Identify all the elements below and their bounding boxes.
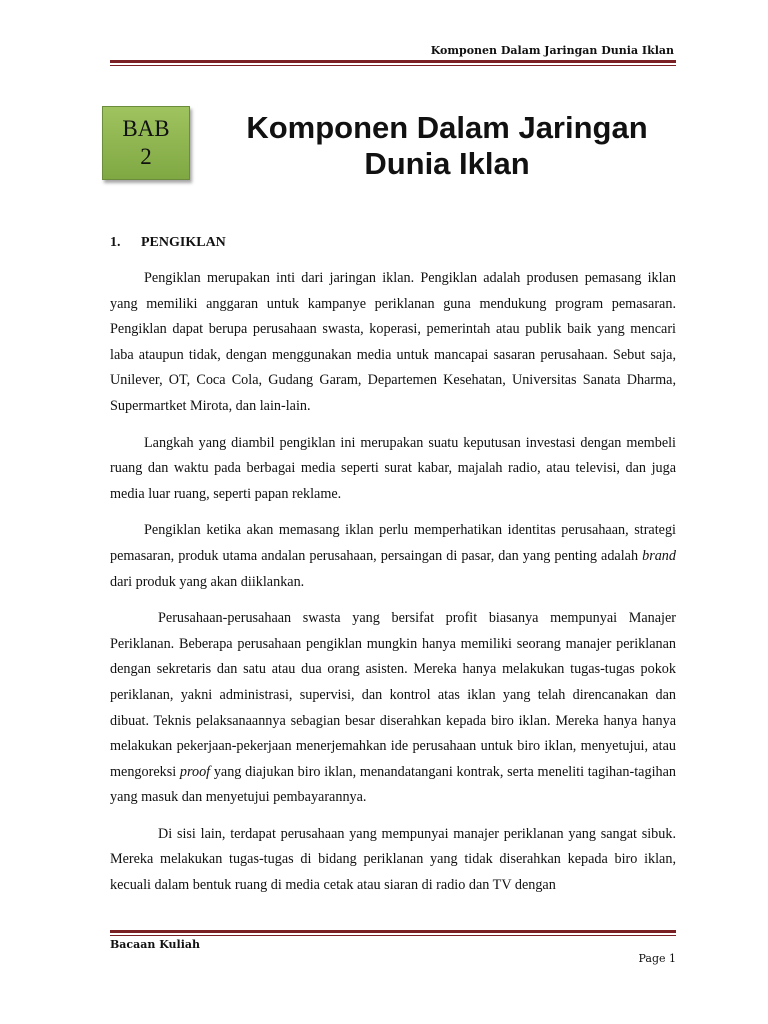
paragraph-text: yang diajukan biro iklan, menandatangani kontrak, serta meneliti tagihan-tagihan yang masuk dan menyetujui pembayarannya. [110, 763, 676, 806]
chapter-badge [102, 106, 190, 180]
paragraph-text: Di sisi lain, terdapat perusahaan yang mempunyai manajer periklanan yang sangat sibuk. Mereka melakukan tugas-tugas di bidang periklanan yang tidak diserahkan kepada biro iklan, kecuali dalam bentuk ruang di media cetak atau siaran di radio dan TV dengan [110, 825, 676, 894]
emphasis-text: brand [642, 547, 676, 564]
section-heading [110, 235, 226, 251]
chapter-title: Komponen Dalam Jaringan Dunia Iklan [246, 110, 648, 181]
paragraph-text: Pengiklan merupakan inti dari jaringan iklan. Pengiklan adalah produsen pemasang iklan yang memiliki anggaran untuk kampanye periklanan guna mendukung program pemasaran. Pengiklan dapat berupa perusahaan swasta, koperasi, pemerintah atau publik baik yang mencari laba ataupun tidak, dengan menggunakan media untuk mancapai sasaran perusahaan. Sebut saja, Unilever, OT, Coca Cola, Gudang Garam, Departemen Kesehatan, Universitas Sanata Dharma, Supermartket Mirota, dan lain-lain. [110, 270, 676, 414]
paragraph-text: dari produk yang akan diiklankan. [110, 573, 305, 590]
paragraph [110, 518, 676, 595]
chapter-label: BAB [122, 116, 170, 141]
paragraph-text: Langkah yang diambil pengiklan ini merupakan suatu keputusan investasi dengan membeli ruang dan waktu pada berbagai media seperti surat kabar, majalah radio, atau televisi, dan juga media luar ruang, seperti papan reklame. [110, 434, 676, 502]
section-title: PENGIKLAN [141, 235, 226, 250]
chapter-number: 2 [140, 144, 152, 169]
running-header: Komponen Dalam Jaringan Dunia Iklan [430, 44, 674, 57]
footer-title: Bacaan Kuliah [110, 938, 201, 951]
page-number: Page 1 [638, 952, 676, 965]
footer-rule [110, 930, 676, 936]
paragraph-text: Perusahaan-perusahaan swasta yang bersifat profit biasanya mempunyai Manajer Periklanan. Beberapa perusahaan pengiklan mungkin hanya memiliki seorang manajer periklanan dengan sekretaris dan satu atau dua orang asisten. Mereka hanya melakukan tugas-tugas pokok periklanan, yakni administrasi, supervisi, dan kontrol atas iklan yang telah direncanakan dan dibuat. Teknis pelaksanaannya sebagian besar diserahkan kepada biro iklan. Mereka hanya hanya melakukan pekerjaan-pekerjaan menerjemahkan ide perusahaan untuk biro iklan, menyetujui, atau mengoreksi [110, 610, 676, 780]
body-text [110, 266, 676, 910]
header-rule [110, 60, 676, 66]
paragraph [110, 266, 676, 420]
section-number: 1. [110, 235, 121, 250]
paragraph [110, 822, 676, 899]
paragraph [110, 606, 676, 811]
paragraph-text: Pengiklan ketika akan memasang iklan perlu memperhatikan identitas perusahaan, strategi pemasaran, produk utama andalan perusahaan, persaingan di pasar, dan yang penting adalah [110, 522, 676, 564]
paragraph [110, 431, 676, 508]
emphasis-text: proof [179, 763, 211, 780]
